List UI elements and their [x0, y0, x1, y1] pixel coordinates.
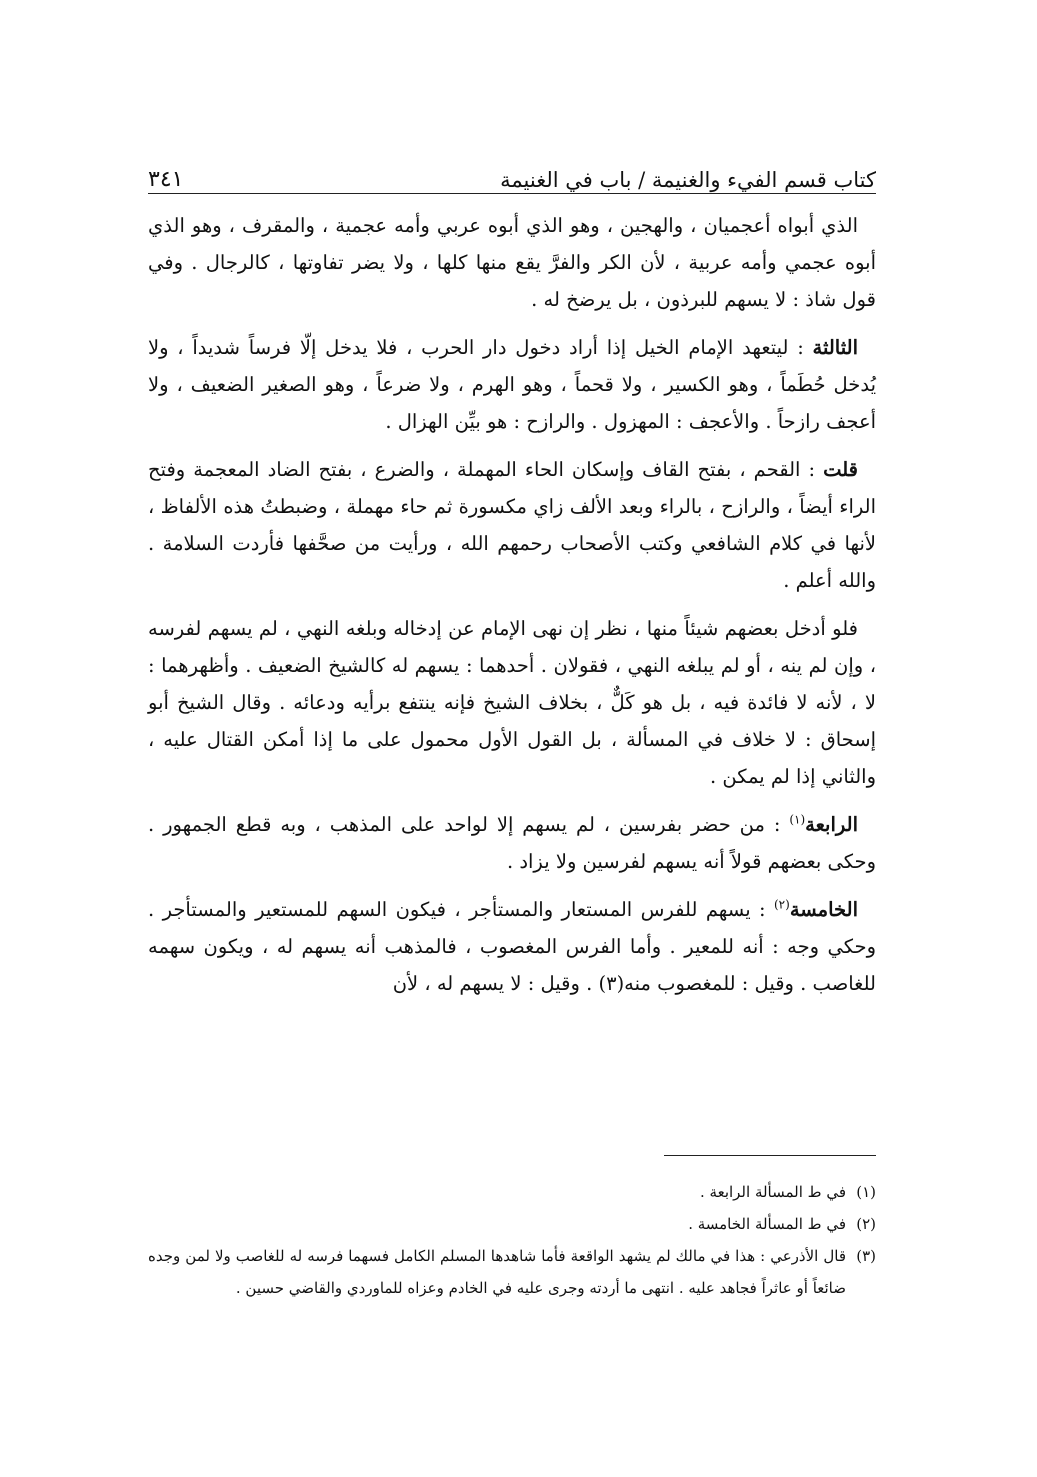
- paragraph: قلت : القحم ، بفتح القاف وإسكان الحاء المهملة ، والضرع ، بفتح الضاد المعجمة وفتح الراء أيضاً ، والرازح ، بالراء وبعد الألف زاي مكسورة ثم حاء مهملة ، وضبطتُ هذه الألفاظ ، لأنها في كلام الشافعي وكتب الأصحاب رحمهم الله ، ورأيت من صحَّفها فأردت السلامة . والله أعلم .: [148, 458, 876, 592]
- footnote-divider: [664, 1155, 876, 1156]
- footnote-text: في ط المسألة الرابعة .: [700, 1183, 846, 1201]
- footnote: [148, 1240, 876, 1304]
- issue-heading: قلت: [823, 458, 858, 481]
- page-header: [148, 145, 876, 191]
- footnote-text: قال الأذرعي : هذا في مالك لم يشهد الواقعة فأما شاهدها المسلم الكامل فسهما فرسه له للغاصب ولا لمن وجده ضائعاً أو عاثراً فجاهد عليه . انتهى ما أردته وجرى عليه في الخادم وعزاه للماوردي والقاضي حسين .: [148, 1247, 846, 1297]
- issue-heading: الخامسة: [789, 898, 858, 921]
- main-text: [148, 207, 876, 1013]
- issue-heading: الثالثة: [812, 336, 858, 359]
- footnote-number: (١): [856, 1183, 876, 1201]
- footnote-number: (٣): [856, 1247, 876, 1265]
- footnotes: [148, 1176, 876, 1304]
- running-title: كتاب قسم الفيء والغنيمة / باب في الغنيمة: [500, 168, 876, 192]
- paragraph: الرابعة$^{(١)}$ : من حضر بفرسين ، لم يسهم إلا لواحد على المذهب ، وبه قطع الجمهور . وحكى بعضهم قولاً أنه يسهم لفرسين ولا يزاد .: [148, 812, 876, 873]
- paragraph: فلو أدخل بعضهم شيئاً منها ، نظر إن نهى الإمام عن إدخاله وبلغه النهي ، لم يسهم لفرسه ، وإن لم ينه ، أو لم يبلغه النهي ، فقولان . أحدهما : يسهم له كالشيخ الضعيف . وأظهرهما : لا ، لأنه لا فائدة فيه ، بل هو كَلٌّ ، بخلاف الشيخ فإنه ينتفع برأيه ودعائه . وقال الشيخ أبو إسحاق : لا خلاف في المسألة ، بل القول الأول محمول على ما إذا أمكن القتال عليه ، والثاني إذا لم يمكن .: [148, 617, 876, 788]
- footnote-text: في ط المسألة الخامسة .: [688, 1215, 846, 1233]
- footnote-ref: (١): [789, 812, 806, 827]
- page-number: ٣٤١: [148, 167, 184, 192]
- footnote-ref: (٢): [773, 897, 790, 912]
- issue-heading: الرابعة: [805, 813, 858, 836]
- footnote: [148, 1176, 876, 1208]
- paragraph: الثالثة : ليتعهد الإمام الخيل إذا أراد دخول دار الحرب ، فلا يدخل إلّا فرساً شديداً ، ولا يُدخل حُطَماً ، وهو الكسير ، ولا قحماً ، وهو الهرم ، ولا ضرعاً ، وهو الصغير الضعيف ، ولا أعجف رازحاً . والأعجف : المهزول . والرازح : هو بيِّن الهزال .: [148, 336, 876, 433]
- footnote-number: (٢): [856, 1215, 876, 1233]
- footnote: [148, 1208, 876, 1240]
- header-divider: [148, 193, 876, 194]
- paragraph: الذي أبواه أعجميان ، والهجين ، وهو الذي أبوه عربي وأمه عجمية ، والمقرف ، وهو الذي أبوه عجمي وأمه عربية ، لأن الكر والفرَّ يقع منها كلها ، ولا يضر تفاوتها ، كالرجال . وفي قول شاذ : لا يسهم للبرذون ، بل يرضخ له .: [148, 214, 876, 311]
- paragraph: الخامسة$^{(٢)}$ : يسهم للفرس المستعار والمستأجر ، فيكون السهم للمستعير والمستأجر . وحكي وجه : أنه للمعير . وأما الفرس المغصوب ، فالمذهب أنه يسهم له ، ويكون سهمه للغاصب . وقيل : للمغصوب منه(٣) . وقيل : لا يسهم له ، لأن: [148, 897, 876, 995]
